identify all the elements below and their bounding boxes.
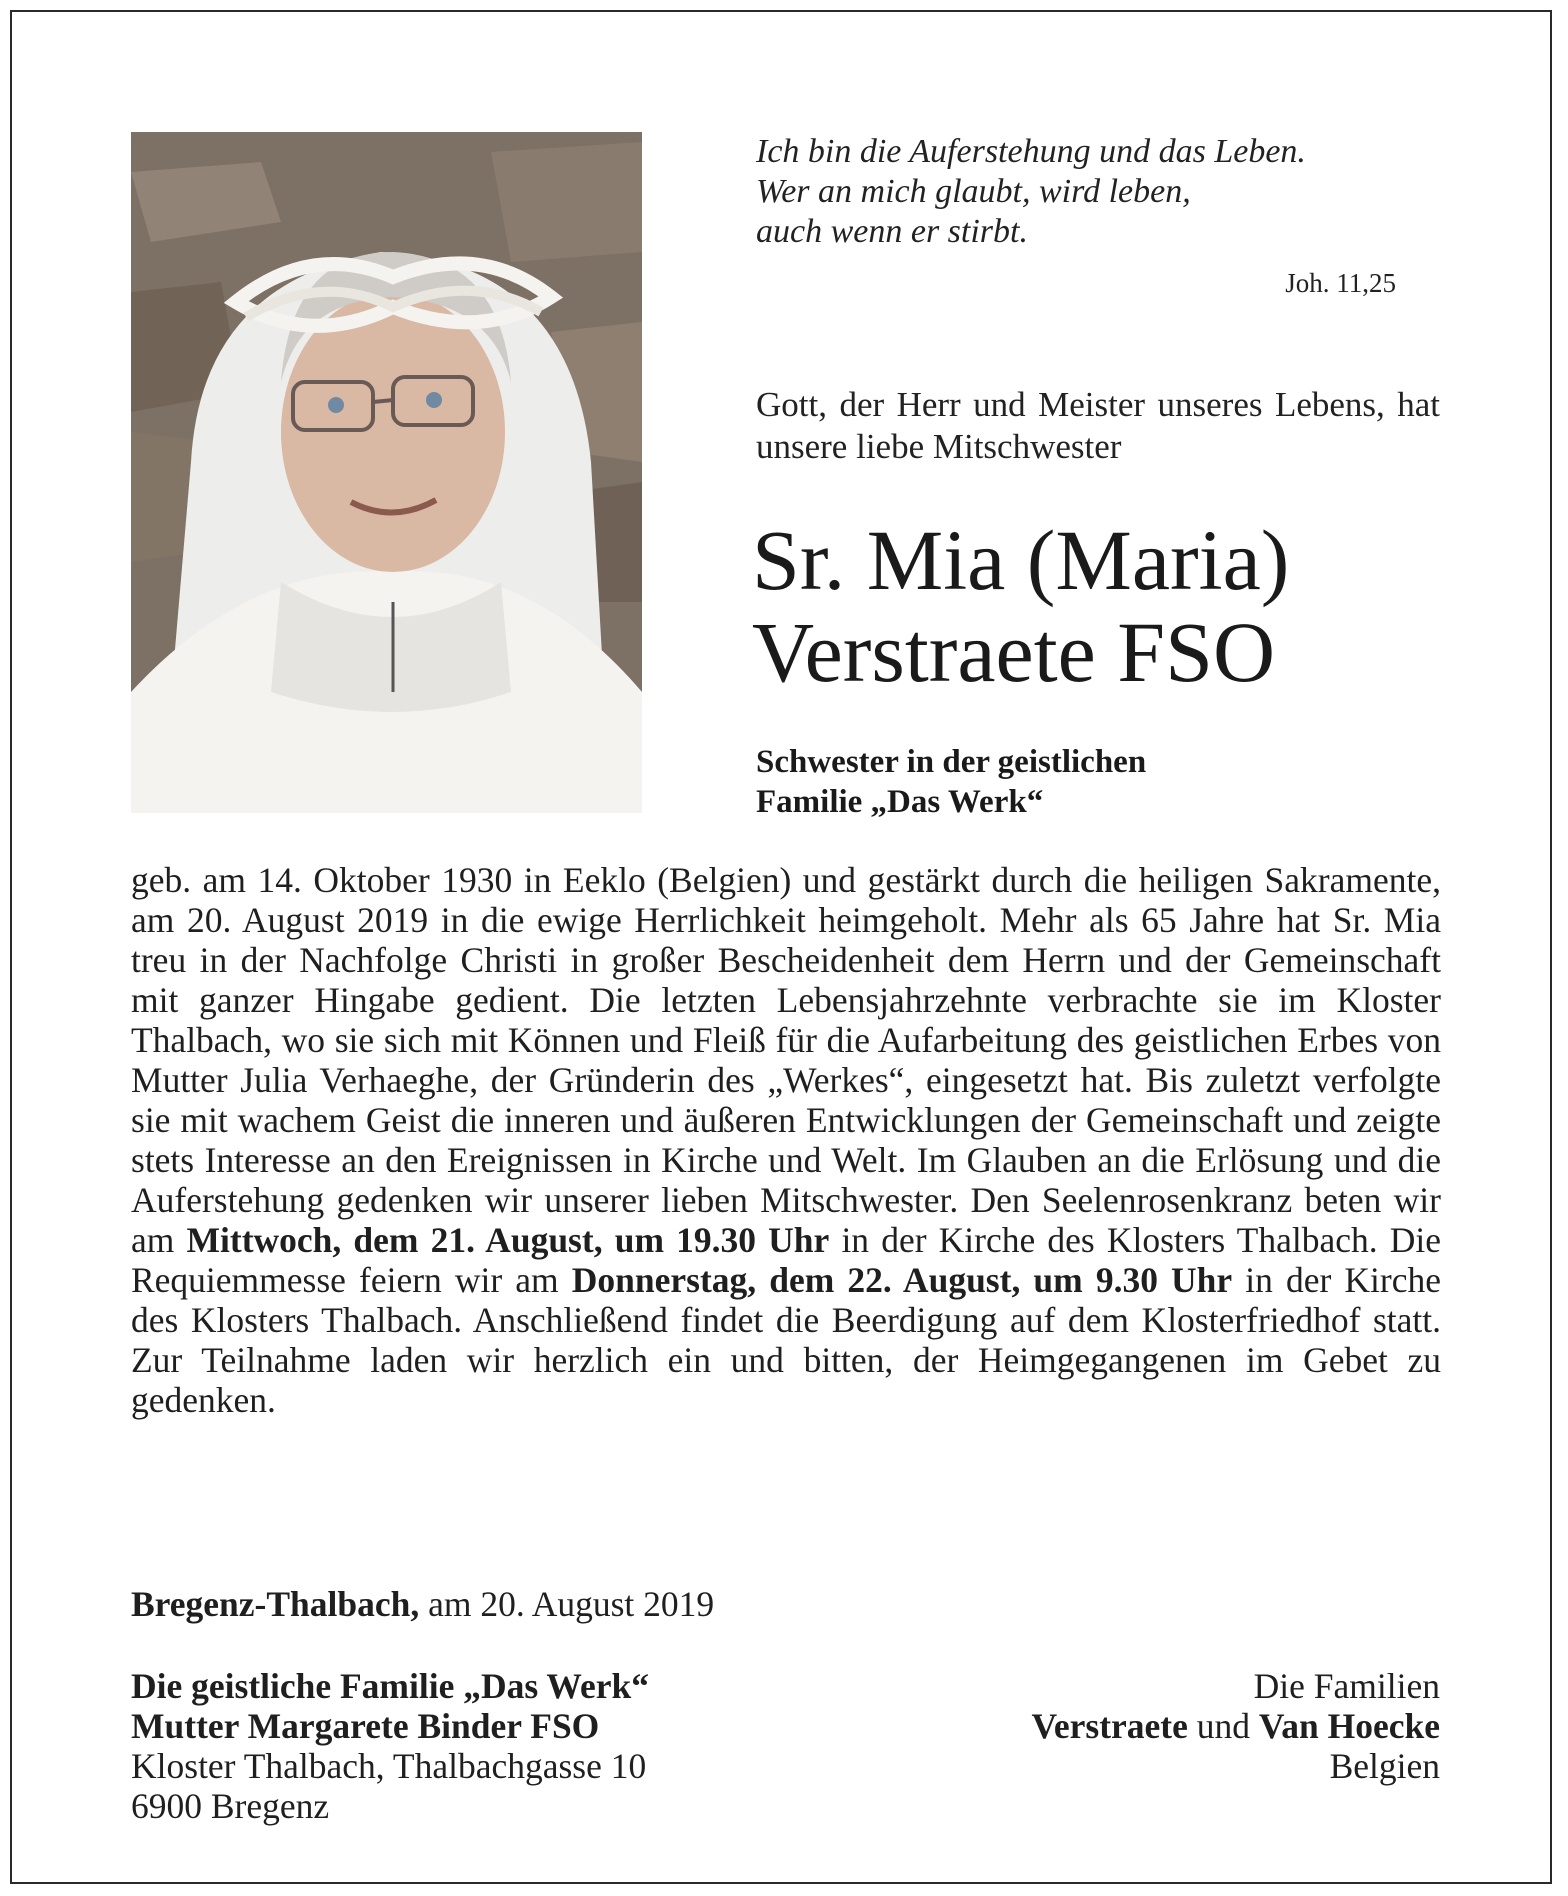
quote-line-3: auch wenn er stirbt.: [756, 213, 1028, 250]
sign-left-line-3: Kloster Thalbach, Thalbachgasse 10: [131, 1746, 647, 1786]
sign-left-line-2: Mutter Margarete Binder FSO: [131, 1706, 600, 1746]
obituary-body: [131, 860, 1441, 1420]
subtitle-line-1: Schwester in der geistlichen: [756, 744, 1147, 780]
date: am 20. August 2019: [419, 1584, 715, 1624]
family-1: Verstraete: [1031, 1706, 1188, 1746]
deceased-name: [752, 514, 1472, 698]
subtitle-line-2: Familie „Das Werk“: [756, 784, 1044, 820]
sign-right-line-2: [840, 1706, 1440, 1746]
sign-left-line-4: 6900 Bregenz: [131, 1786, 330, 1826]
quote-line-1: Ich bin die Auferstehung und das Leben.: [756, 133, 1306, 170]
sign-left-line-1: Die geistliche Familie „Das Werk“: [131, 1666, 649, 1706]
name-line-1: Sr. Mia (Maria): [752, 512, 1290, 608]
quote-line-2: Wer an mich glaubt, wird leben,: [756, 173, 1191, 210]
scripture-reference: Joh. 11,25: [1285, 268, 1396, 298]
subtitle: [756, 742, 1406, 822]
family-conjunction: und: [1187, 1706, 1259, 1746]
name-line-2: Verstraete FSO: [752, 604, 1276, 700]
rosary-time: Mittwoch, dem 21. August, um 19.30 Uhr: [186, 1220, 830, 1260]
body-part-2: in der Kirche des Klosters Thalbach. Die Requiemmesse feiern wir am: [131, 1220, 1441, 1300]
place: Bregenz-Thalbach,: [131, 1584, 420, 1624]
requiem-time: Donnerstag, dem 22. August, um 9.30 Uhr: [571, 1260, 1233, 1300]
place-date: [131, 1583, 1031, 1625]
body-part-1: geb. am 14. Oktober 1930 in Eeklo (Belgien) und gestärkt durch die heiligen Sakramente, am 20. August 2019 in die ewige Herrlichkeit heimgeholt. Mehr als 65 Jahre hat Sr. Mia treu in der Nachfolge Christi in großer Bescheidenheit dem Herrn und der Gemeinschaft mit ganzer Hingabe gedient. Die letzten Lebensjahrzehnte verbrachte sie im Kloster Thalbach, wo sie sich mit Können und Fleiß für die Aufarbeitung des geistlichen Erbes von Mutter Julia Verhaeghe, der Gründerin des „Werkes“, eingesetzt hat. Bis zuletzt verfolgte sie mit wachem Geist die inneren und äußeren Entwicklungen der Gemeinschaft und zeigte stets Interesse an den Ereignissen in Kirche und Welt. Im Glauben an die Erlösung und die Auferstehung gedenken wir unserer lieben Mitschwester. Den Seelenrosenkranz beten wir am: [131, 860, 1441, 1260]
family-2: Van Hoecke: [1258, 1706, 1440, 1746]
signature-left: [131, 1666, 931, 1826]
portrait-photo: [131, 132, 642, 813]
signature-right: [840, 1666, 1440, 1786]
scripture-quote: [756, 132, 1406, 252]
sign-right-line-1: Die Familien: [1253, 1666, 1440, 1706]
body-part-3: in der Kirche des Klosters Thalbach. Anschließend findet die Beerdigung auf dem Klosterfriedhof statt. Zur Teilnahme laden wir herzlich ein und bitten, der Heimgegangenen im Gebet zu gedenken.: [131, 1260, 1441, 1420]
intro-text: Gott, der Herr und Meister unseres Lebens, hat unsere liebe Mitschwester: [756, 385, 1440, 466]
portrait-illustration: [131, 132, 642, 813]
sign-right-line-3: Belgien: [1329, 1746, 1440, 1786]
